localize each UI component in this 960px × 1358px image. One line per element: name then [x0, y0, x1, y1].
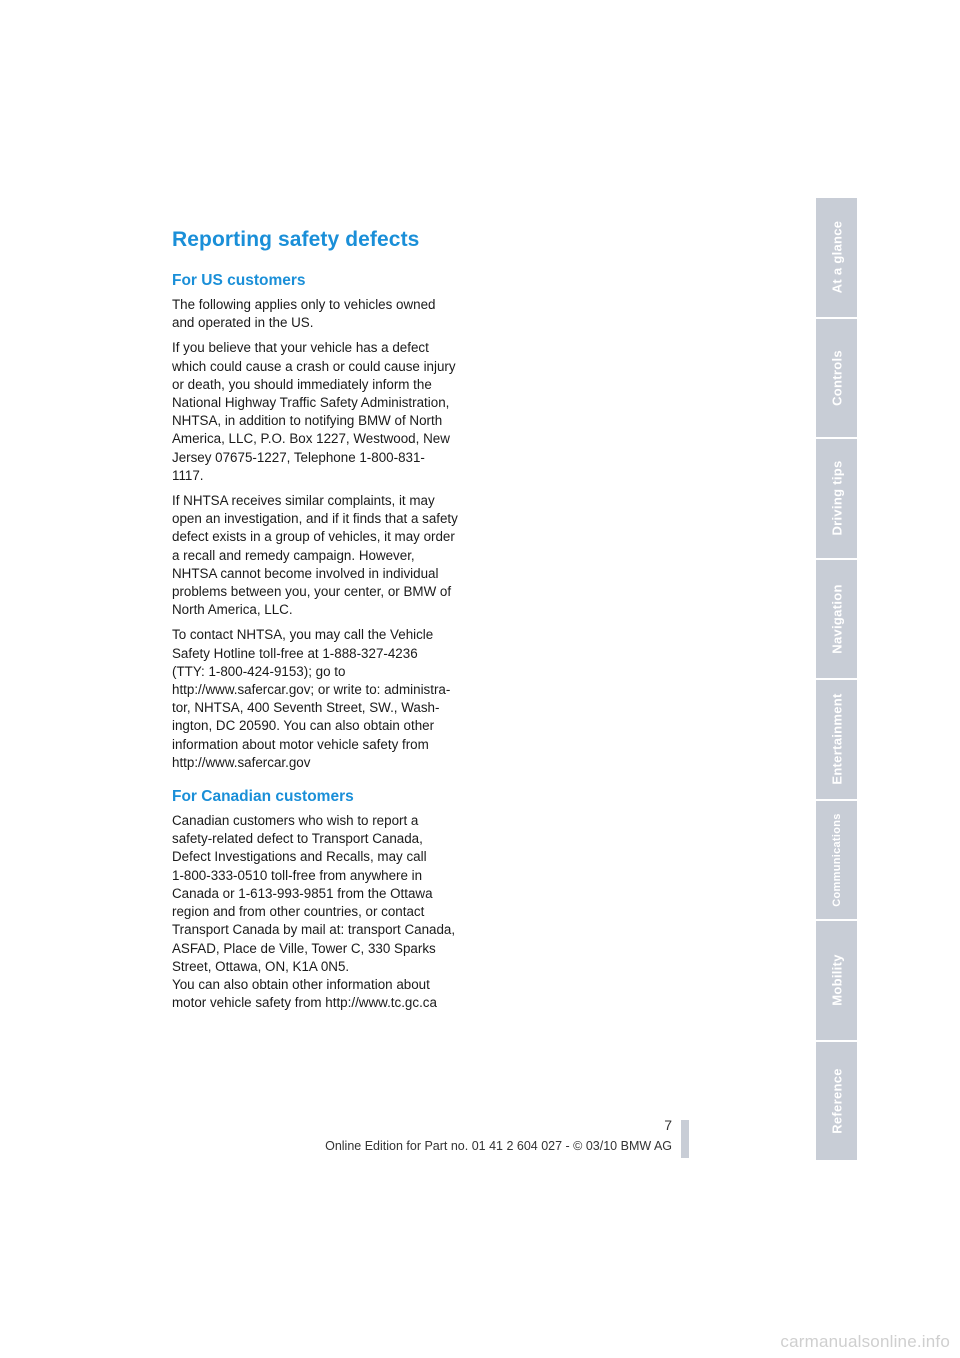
tab-label: Navigation [829, 584, 844, 654]
tab-mobility[interactable] [816, 921, 857, 1042]
section-us-customers [172, 272, 468, 772]
paragraph-us-1: The following applies only to vehicles owned and operated in the US. [172, 297, 436, 331]
tab-label: Driving tips [829, 460, 844, 536]
paragraph-us-2: If you believe that your vehicle has a defect which could cause a crash or could cause injury or death, you should immediately inform the National Highway Traffic Safety Administration, NHTSA, in addition to notifying BMW of North America, LLC, P.O. Box 1227, Westwood, New Jersey 07675-1227, Telephone 1-800-831- 1117. [172, 340, 456, 483]
section-canadian-customers [172, 788, 468, 1012]
page-number-bar [681, 1120, 689, 1158]
chapter-tab-strip [816, 198, 857, 1160]
section-heading-canada: For Canadian customers [172, 788, 354, 806]
page-content [172, 228, 468, 1019]
tab-label: Entertainment [829, 693, 844, 785]
watermark: carmanualsonline.info [780, 1332, 950, 1351]
tab-entertainment[interactable] [816, 680, 857, 801]
tab-label: Controls [829, 349, 844, 406]
paragraph-us-3: If NHTSA receives similar complaints, it may open an investigation, and if it finds that a safety defect exists in a group of vehicles, it may order a recall and remedy campaign. However, NHTSA cannot become involved in individual problems between you, your center, or BMW of North America, LLC. [172, 493, 458, 618]
tab-controls[interactable] [816, 319, 857, 440]
paragraph-canada-1: Canadian customers who wish to report a safety-related defect to Transport Canada, Defect Investigations and Recalls, may call 1-800-333-0510 toll-free from anywhere in Canada or 1-613-993-9851 from the Ottawa region and from other countries, or contact Transport Canada by mail at: transport Canada, ASFAD, Place de Ville, Tower C, 330 Sparks Street, Ottawa, ON, K1A 0N5. [172, 813, 456, 974]
paragraph-us-4: To contact NHTSA, you may call the Vehicle Safety Hotline toll-free at 1-888-327-4236 (TTY: 1-800-424-9153); go to http://www.safercar.gov; or write to: administra- tor, NHTSA, 400 Seventh Street, SW., Wash- ington, DC 20590. You can also obtain other information about motor vehicle safety from http://www.safercar.gov [172, 627, 451, 770]
tab-label: Reference [829, 1067, 844, 1134]
tab-driving-tips[interactable] [816, 439, 857, 560]
tab-reference[interactable] [816, 1042, 857, 1161]
footer-edition-text: Online Edition for Part no. 01 41 2 604 027 - © 03/10 BMW AG [325, 1139, 672, 1153]
page-title: Reporting safety defects [172, 228, 420, 251]
tab-navigation[interactable] [816, 560, 857, 681]
paragraph-canada-2: You can also obtain other information about motor vehicle safety from http://www.tc.gc.ca [172, 976, 437, 1011]
tab-at-a-glance[interactable] [816, 198, 857, 319]
page-number: 7 [664, 1117, 672, 1133]
tab-label: At a glance [829, 220, 844, 294]
tab-label: Mobility [829, 954, 844, 1007]
tab-communications[interactable] [816, 801, 857, 922]
tab-label: Communications [830, 813, 843, 907]
section-heading-us: For US customers [172, 272, 306, 289]
